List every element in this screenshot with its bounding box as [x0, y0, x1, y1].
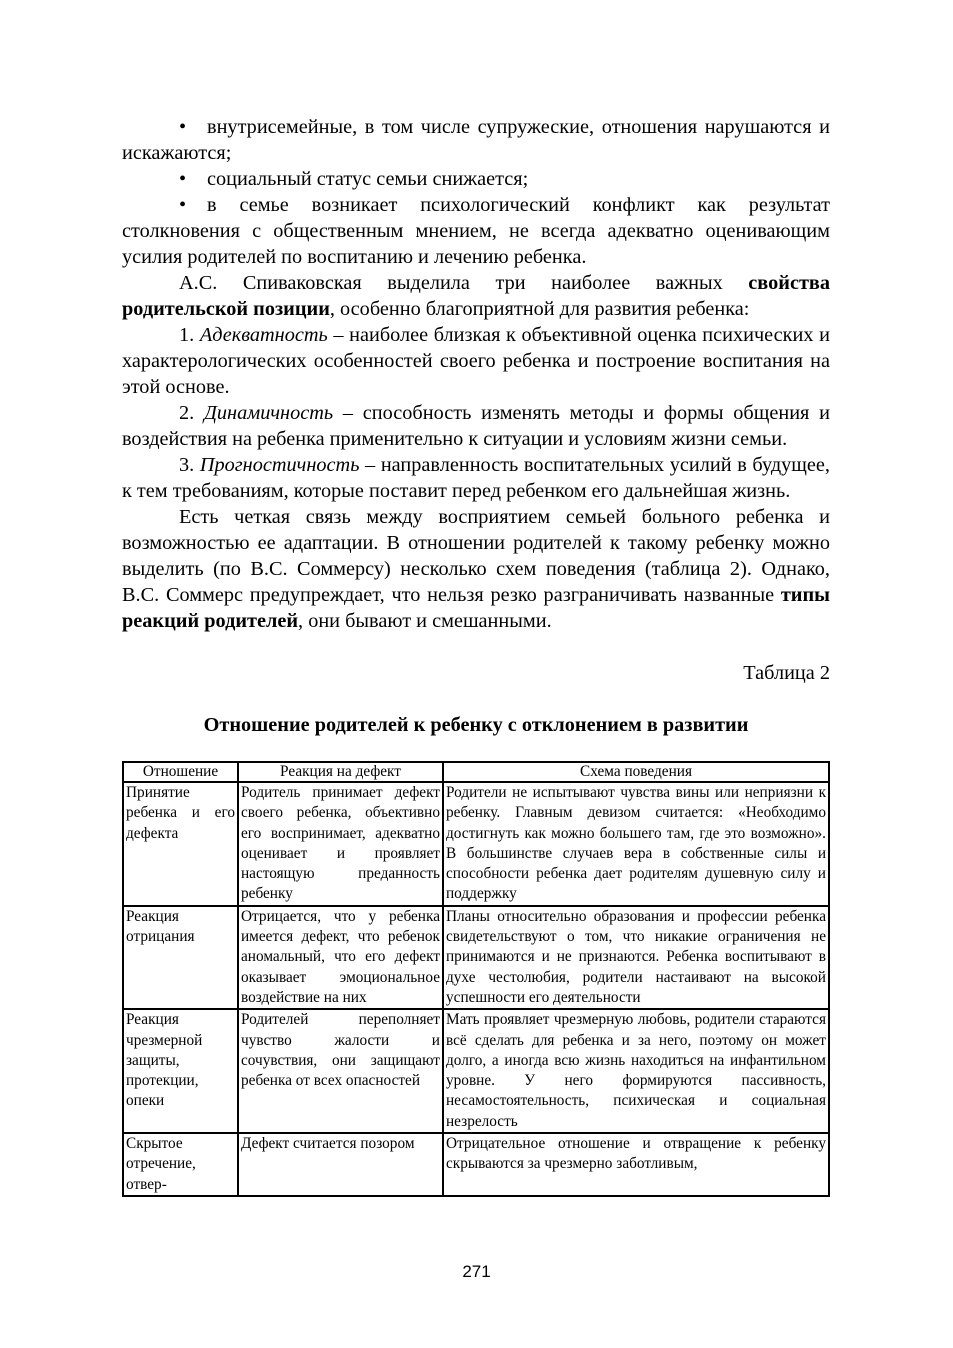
table-row	[123, 906, 829, 1009]
table-row	[123, 782, 829, 906]
table-row	[123, 1009, 829, 1133]
table-cell: Отрицается, что у ребенка имеется дефект, что ребенок аномальный, что его дефект оказывает эмоциональное воздействие на них	[238, 906, 443, 1009]
table-cell: Мать проявляет чрезмерную любовь, родители стараются всё сделать для ребенка и за него, поэтому он может долго, а иногда всю жизнь находиться на инфантильном уровне. У него формируются пассивность, несамостоятельность, психическая и социальная незрелость	[443, 1009, 829, 1133]
table-cell: Родитель принимает дефект своего ребенка, объективно его воспринимает, адекватно оценивает и проявляет настоящую преданность ребенку	[238, 782, 443, 906]
bullet-item: • внутрисемейные, в том числе супружеские, отношения нарушаются и искажаются;	[122, 116, 830, 164]
bullet-item: • в семье возникает психологический конфликт как результат столкновения с общественным мнением, не всегда адекватно оценивающим усилия родителей по воспитанию и лечению ребенка.	[122, 194, 830, 268]
table-cell: Родителей переполняет чувство жалости и сочувствия, они защищают ребенка от всех опасностей	[238, 1009, 443, 1133]
table-title: Отношение родителей к ребенку с отклонением в развитии	[203, 714, 749, 736]
property-item: 1. Адекватность – наиболее близкая к объективной оценка психических и характерологических особенностей своего ребенка и построение воспитания на этой основе.	[122, 324, 830, 398]
table-label: Таблица 2	[743, 662, 830, 684]
bullet-item: • социальный статус семьи снижается;	[179, 168, 529, 190]
table-cell: Скрытое отречение, отвер-	[123, 1133, 238, 1196]
body-paragraph: Есть четкая связь между восприятием семьей больного ребенка и возможностью ее адаптации. В отношении родителей к такому ребенку можно выделить (по В.С. Соммерсу) несколько схем поведения (таблица 2). Однако, В.С. Соммерс предупреждает, что нельзя резко разграничивать названные типы реакций родителей, они бывают и смешанными.	[122, 506, 830, 632]
property-item: 3. Прогностичность – направленность воспитательных усилий в будущее, к тем требованиям, которые поставит перед ребенком его дальнейшая жизнь.	[122, 454, 830, 502]
table-row	[123, 1133, 829, 1196]
property-item: 2. Динамичность – способность изменять методы и формы общения и воздействия на ребенка применительно к ситуации и условиям жизни семьи.	[122, 402, 830, 450]
property-term: Адекватность	[199, 324, 328, 346]
table-cell: Реакция чрезмерной защиты, протекции, опеки	[123, 1009, 238, 1133]
table-header-row	[123, 762, 829, 782]
column-header: Реакция на дефект	[238, 762, 443, 782]
table-cell: Реакция отрицания	[123, 906, 238, 1009]
column-header: Отношение	[123, 762, 238, 782]
table-cell: Отрицательное отношение и отвращение к ребенку скрываются за чрезмерно заботливым,	[443, 1133, 829, 1196]
key-term: свойства родительской позиции	[122, 272, 830, 320]
bullet-icon: •	[179, 168, 187, 190]
parent-reactions-table	[122, 761, 830, 1197]
table-cell: Дефект считается позором	[238, 1133, 443, 1196]
bullet-icon: •	[179, 116, 187, 138]
bullet-icon: •	[179, 194, 187, 216]
column-header: Схема поведения	[443, 762, 829, 782]
property-term: Динамичность	[204, 402, 334, 424]
intro-paragraph: А.С. Спиваковская выделила три наиболее важных свойства родительской позиции, особенно благоприятной для развития ребенка:	[122, 272, 830, 320]
property-term: Прогностичность	[199, 454, 360, 476]
table-cell: Планы относительно образования и профессии ребенка свидетельствуют о том, что никакие ограничения не принимаются и не признаются. Ребенка воспитывают в духе честолюбия, родители настаивают на высокой успешности его деятельности	[443, 906, 829, 1009]
page-body	[122, 114, 830, 1197]
table-cell: Родители не испытывают чувства вины или неприязни к ребенку. Главным девизом считается: «Необходимо достигнуть как можно большего там, где это возможно». В большинстве случаев вера в собственные силы и способности ребенка дает родителям душевную силу и поддержку	[443, 782, 829, 906]
page-number: 271	[462, 1262, 491, 1281]
table-cell: Принятие ребенка и его дефекта	[123, 782, 238, 906]
key-term: типы реакций родителей	[122, 584, 830, 632]
